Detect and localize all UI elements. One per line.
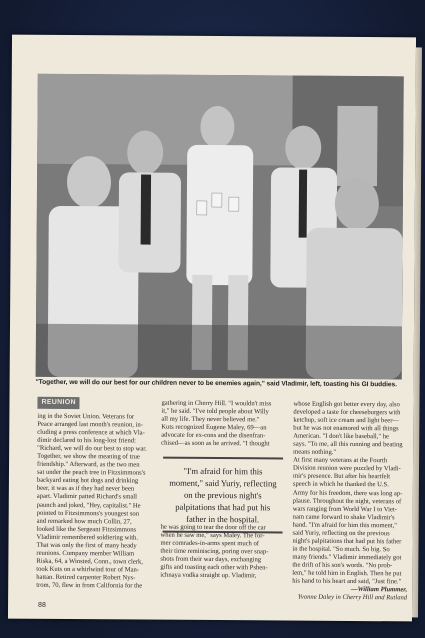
article-column-3 <box>292 401 408 603</box>
text-line: paunch and joked, "Hey, capitalist." He <box>36 501 141 510</box>
text-line: Division reunion were puzzled by Vladi- <box>292 464 401 473</box>
text-line: lem," he told him in English. Then he put <box>292 569 402 578</box>
pull-quote <box>160 457 284 534</box>
text-line: advocate for ex-cons and the disenfran- <box>161 431 266 440</box>
text-line: At first many veterans at the Fourth <box>293 456 388 465</box>
byline: —William Plummer, <box>350 586 408 594</box>
magazine-page <box>8 35 416 622</box>
text-line: developed a taste for cheeseburgers with <box>293 408 401 417</box>
text-line: gifts and toasting each other with Pshen- <box>160 563 268 572</box>
pull-quote-line: "I'm afraid for him this <box>183 465 263 477</box>
text-line: gathering in Cherry Hill. "I wouldn't miss <box>161 399 272 408</box>
article-column-1 <box>36 413 154 591</box>
text-line: Riska, 64, a Winsted, Conn., town clerk, <box>36 557 143 566</box>
text-line: the drift of his son's words. "No prob- <box>292 561 393 570</box>
text-line: apart. Vladimir patted Richard's small <box>36 493 137 501</box>
section-label: REUNION <box>37 397 79 409</box>
text-line: took Kuts on a whirlwind tour of Man- <box>36 565 140 574</box>
text-line: and remarked how much Collin, 27, <box>36 517 132 526</box>
text-line: beer, it was as if they had never been <box>36 485 135 493</box>
text-line: Kuts recognized Eugene Maley, 69—an <box>161 423 267 432</box>
text-line: speech in which he thanked the U.S. <box>292 481 389 489</box>
text-line: night's palpitations that had put his father <box>292 537 402 546</box>
text-line: his hand to his heart and said, "Just fine." <box>292 577 402 586</box>
text-line: dimir declared to his long-lost friend: <box>37 436 136 445</box>
text-line: nam came forward to shake Vladimir's <box>292 513 395 521</box>
text-line: ichnaya vodka straight up. Vladimir, <box>160 571 257 580</box>
text-line: mir's presence. But after his heartfelt <box>292 472 391 481</box>
text-line: chised—as soon as he arrived. "I thought <box>161 439 270 448</box>
photo-caption: "Together, we will do our best for our children never to be enemies again," said Vladimir, left, toasting his GI buddies. <box>35 378 397 389</box>
text-line: sat under the peach tree in Fitzsimmons's <box>36 469 146 477</box>
text-line: Peace arranged last month's reunion, in- <box>37 420 143 429</box>
text-line: That was only the first of many heady <box>36 541 137 550</box>
pull-quote-line: palpitations that had put his <box>175 501 271 513</box>
page-number: 88 <box>38 601 46 609</box>
text-line: backyard eating hot dogs and drinking <box>36 477 139 485</box>
text-line: mer comrades-in-arms spent much of <box>160 539 260 548</box>
text-line: said Yuriy, reflecting on the previous <box>292 529 390 537</box>
text-line: means nothing." <box>293 448 337 457</box>
text-line: Vladimir remembered soldiering with. <box>36 533 139 542</box>
text-line: trom, 70, flew in from California for the <box>36 581 143 590</box>
text-line: pointed to Fitzsimmons's youngest son <box>36 509 140 518</box>
text-line: plause. Throughout the night, veterans of <box>292 497 402 505</box>
text-line: he was going to tear the door off the car <box>160 523 266 532</box>
byline-location: Yvonne Daley in Cherry Hill and Rutland <box>297 593 408 602</box>
text-line: hand. "I'm afraid for him this moment," <box>292 521 398 529</box>
text-line: American. "I don't like baseball," he <box>293 432 390 441</box>
text-line: when he saw me," says Maley. The for- <box>160 531 265 540</box>
text-line: friendship." Afterward, as the two men <box>37 461 140 469</box>
text-line: in the hospital. "So much. So big. So <box>292 545 390 554</box>
pull-quote-line: on the previous night's <box>183 489 262 501</box>
text-line: Army for his freedom, there was long ap- <box>292 489 403 497</box>
text-line: wars ranging from World War I to Viet- <box>292 505 397 513</box>
article-column-2-top <box>161 400 286 449</box>
text-line: cluding a press conference at which Vla- <box>37 428 145 437</box>
veterans-photo <box>36 74 404 380</box>
pull-quote-line: moment," said Yuriy, reflecting <box>169 477 277 489</box>
text-line: ing in the Soviet Union. Veterans for <box>37 412 135 421</box>
pull-quote-line: father in the hospital. <box>186 513 260 525</box>
text-line: whose English got better every day, also <box>293 400 400 409</box>
text-line: all my life. They never believed me." <box>161 415 260 424</box>
text-line: many friends." Vladimir immediately got <box>292 553 402 562</box>
text-line: Together, we show the meaning of true <box>37 453 140 461</box>
text-line: hattan. Retired carpenter Robert Nys- <box>36 573 136 582</box>
text-line: shots from their war days, exchanging <box>160 555 262 564</box>
text-line: it," he said. "I've told people about Willy <box>161 407 269 416</box>
text-line: looked like the Sergeant Fitzsimmons <box>36 525 137 534</box>
text-line: reunions. Company member William <box>36 549 135 558</box>
text-line: ketchup, soft ice cream and light beer— <box>293 416 400 425</box>
text-line: says. "To me, all this running and beating <box>293 440 403 449</box>
article-column-2-bottom <box>160 524 285 581</box>
text-line: their time reminiscing, poring over snap- <box>160 547 269 556</box>
text-line: but he was not enamored with all things <box>293 424 399 433</box>
text-line: "Richard, we will do our best to stop war. <box>37 444 147 453</box>
